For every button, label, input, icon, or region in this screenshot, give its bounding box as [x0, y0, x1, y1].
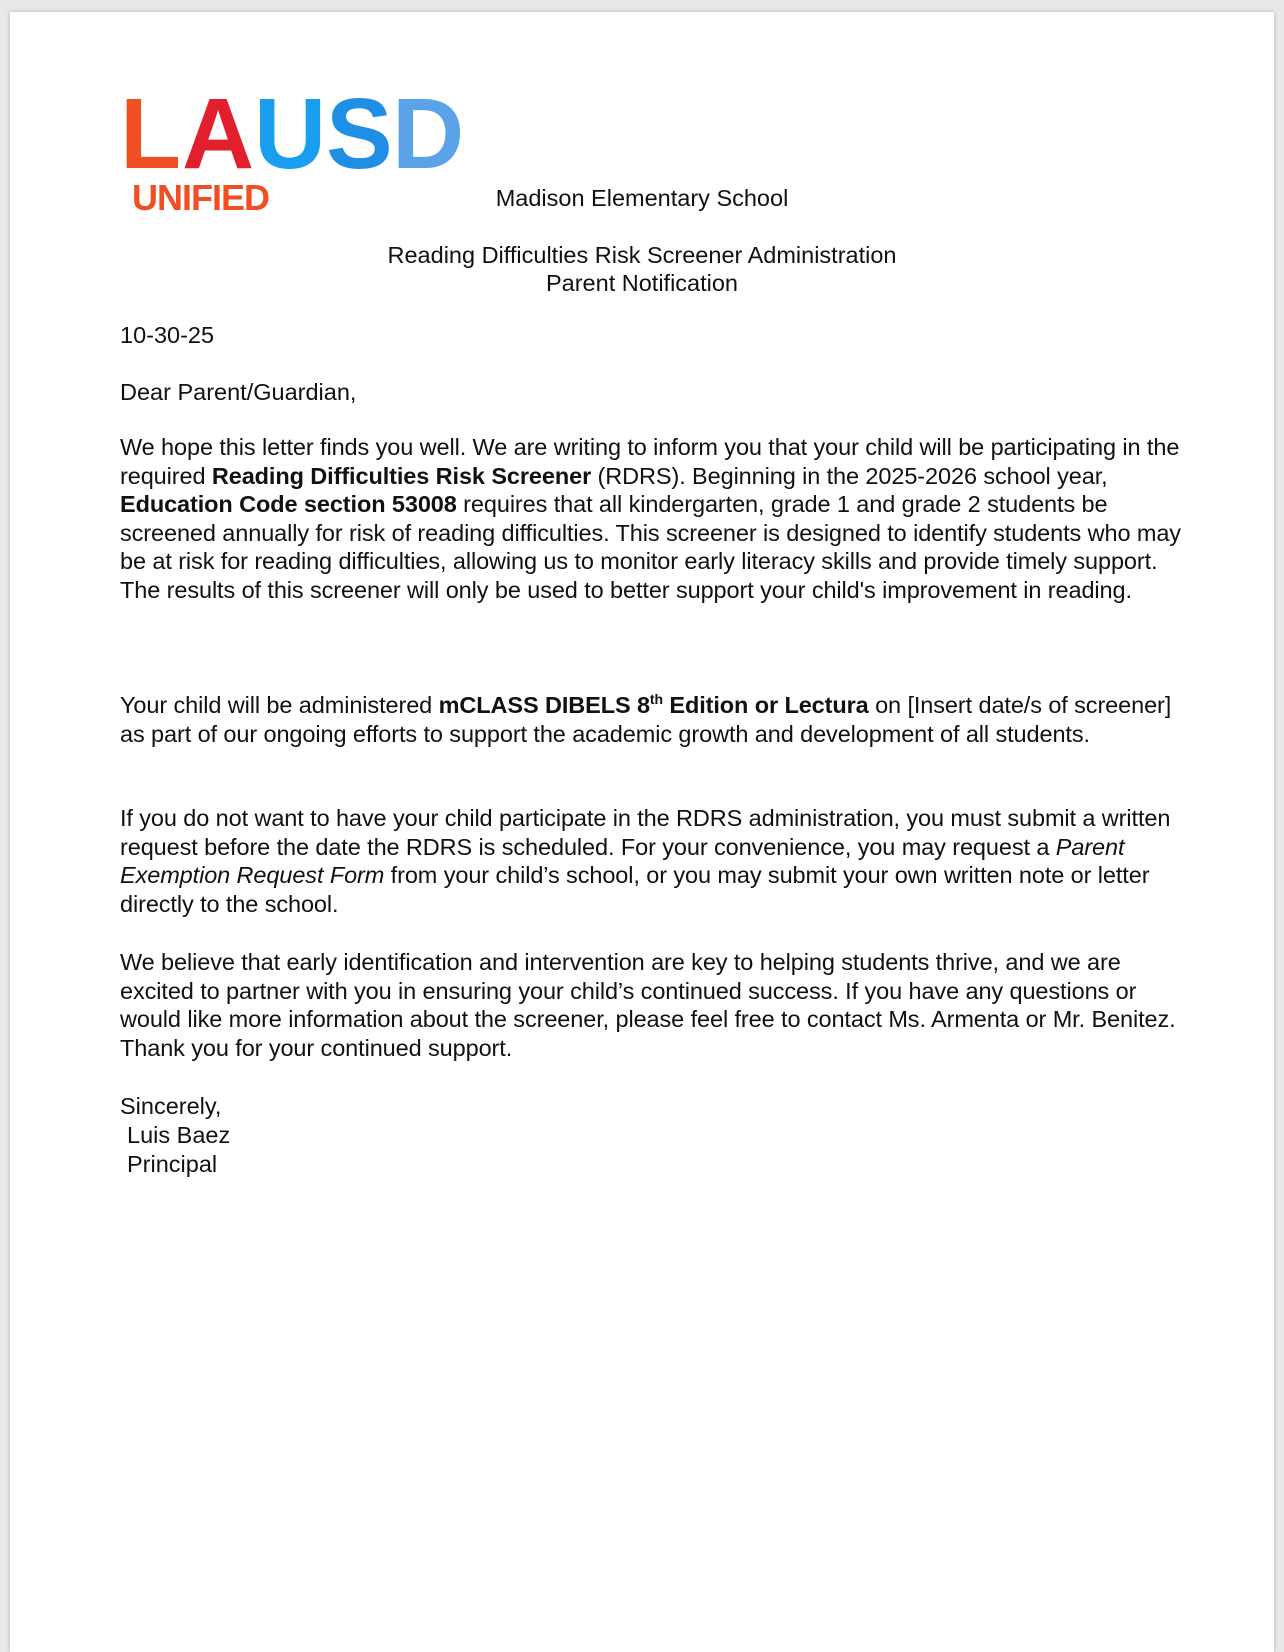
lausd-wordmark — [120, 88, 500, 180]
paragraph-closing: We believe that early identification and intervention are key to helping students thrive, and we are excited to partner with you in ensuring your child’s continued success. If you have any questions or would like more information about the screener, please feel free to contact Ms. Armenta or Mr. Benitez. Thank you for your continued support. — [120, 949, 1176, 1061]
p1-bold-screener: Reading Difficulties Risk Screener — [211, 462, 592, 489]
p1-text-c: (RDRS). Beginning in the 2025-2026 school year, — [591, 462, 1108, 489]
notice-title-line1: Reading Difficulties Risk Screener Administration — [387, 242, 897, 268]
logo-letter-l: L — [120, 88, 182, 180]
p1-text-a: We hope this letter finds you well. We are writing to inform you that your child will be participating in the required — [120, 434, 1180, 489]
notice-title-line2: Parent Notification — [545, 270, 739, 296]
logo-letter-s: S — [326, 88, 393, 180]
p3-italic-form: Parent Exemption Request Form — [120, 833, 1125, 889]
p3-text-a: If you do not want to have your child participate in the RDRS administration, you must submit a written request before the date the RDRS is scheduled. For your convenience, you may request a — [120, 805, 1171, 860]
logo-letter-u: U — [254, 88, 327, 180]
paragraph-exemption — [120, 804, 1200, 918]
salutation: Dear Parent/Guardian, — [120, 379, 357, 405]
p2-bold-mclass: mCLASS DIBELS 8 — [438, 692, 650, 718]
paragraph-assessment — [120, 691, 1200, 748]
paragraph-intro — [120, 433, 1200, 605]
logo-letter-a: A — [182, 88, 255, 180]
letter-date: 10-30-25 — [120, 322, 215, 348]
signer-title: Principal — [127, 1151, 218, 1177]
p1-text-e: requires that all kindergarten, grade 1 and grade 2 students be screened annually for risk of reading difficulties. This screener is designed to identify students who may be at risk for reading difficulties, allowing us to monitor early literacy skills and provide timely support. The results of this screener will only be used to better support your child's improvement in reading. — [120, 491, 1181, 603]
p3-text-c: from your child’s school, or you may submit your own written note or letter directly to the school. — [120, 862, 1150, 917]
p2-superscript: th — [649, 691, 663, 707]
p2-bold-edition: Edition or Lectura — [662, 692, 869, 718]
letter-page — [10, 12, 1274, 1652]
logo-letter-d: D — [392, 88, 465, 180]
school-name: Madison Elementary School — [495, 185, 789, 211]
p2-text-a: Your child will be administered — [120, 692, 439, 718]
closing-sincerely: Sincerely, — [120, 1093, 222, 1119]
signer-name: Luis Baez — [127, 1122, 231, 1148]
p1-bold-ed-code: Education Code section 53008 — [120, 491, 457, 518]
logo-unified-text: UNIFIED — [132, 177, 269, 218]
p2-text-d: on [Insert date/s of screener] as part of our ongoing efforts to support the academic growth and development of all students. — [120, 692, 1172, 747]
